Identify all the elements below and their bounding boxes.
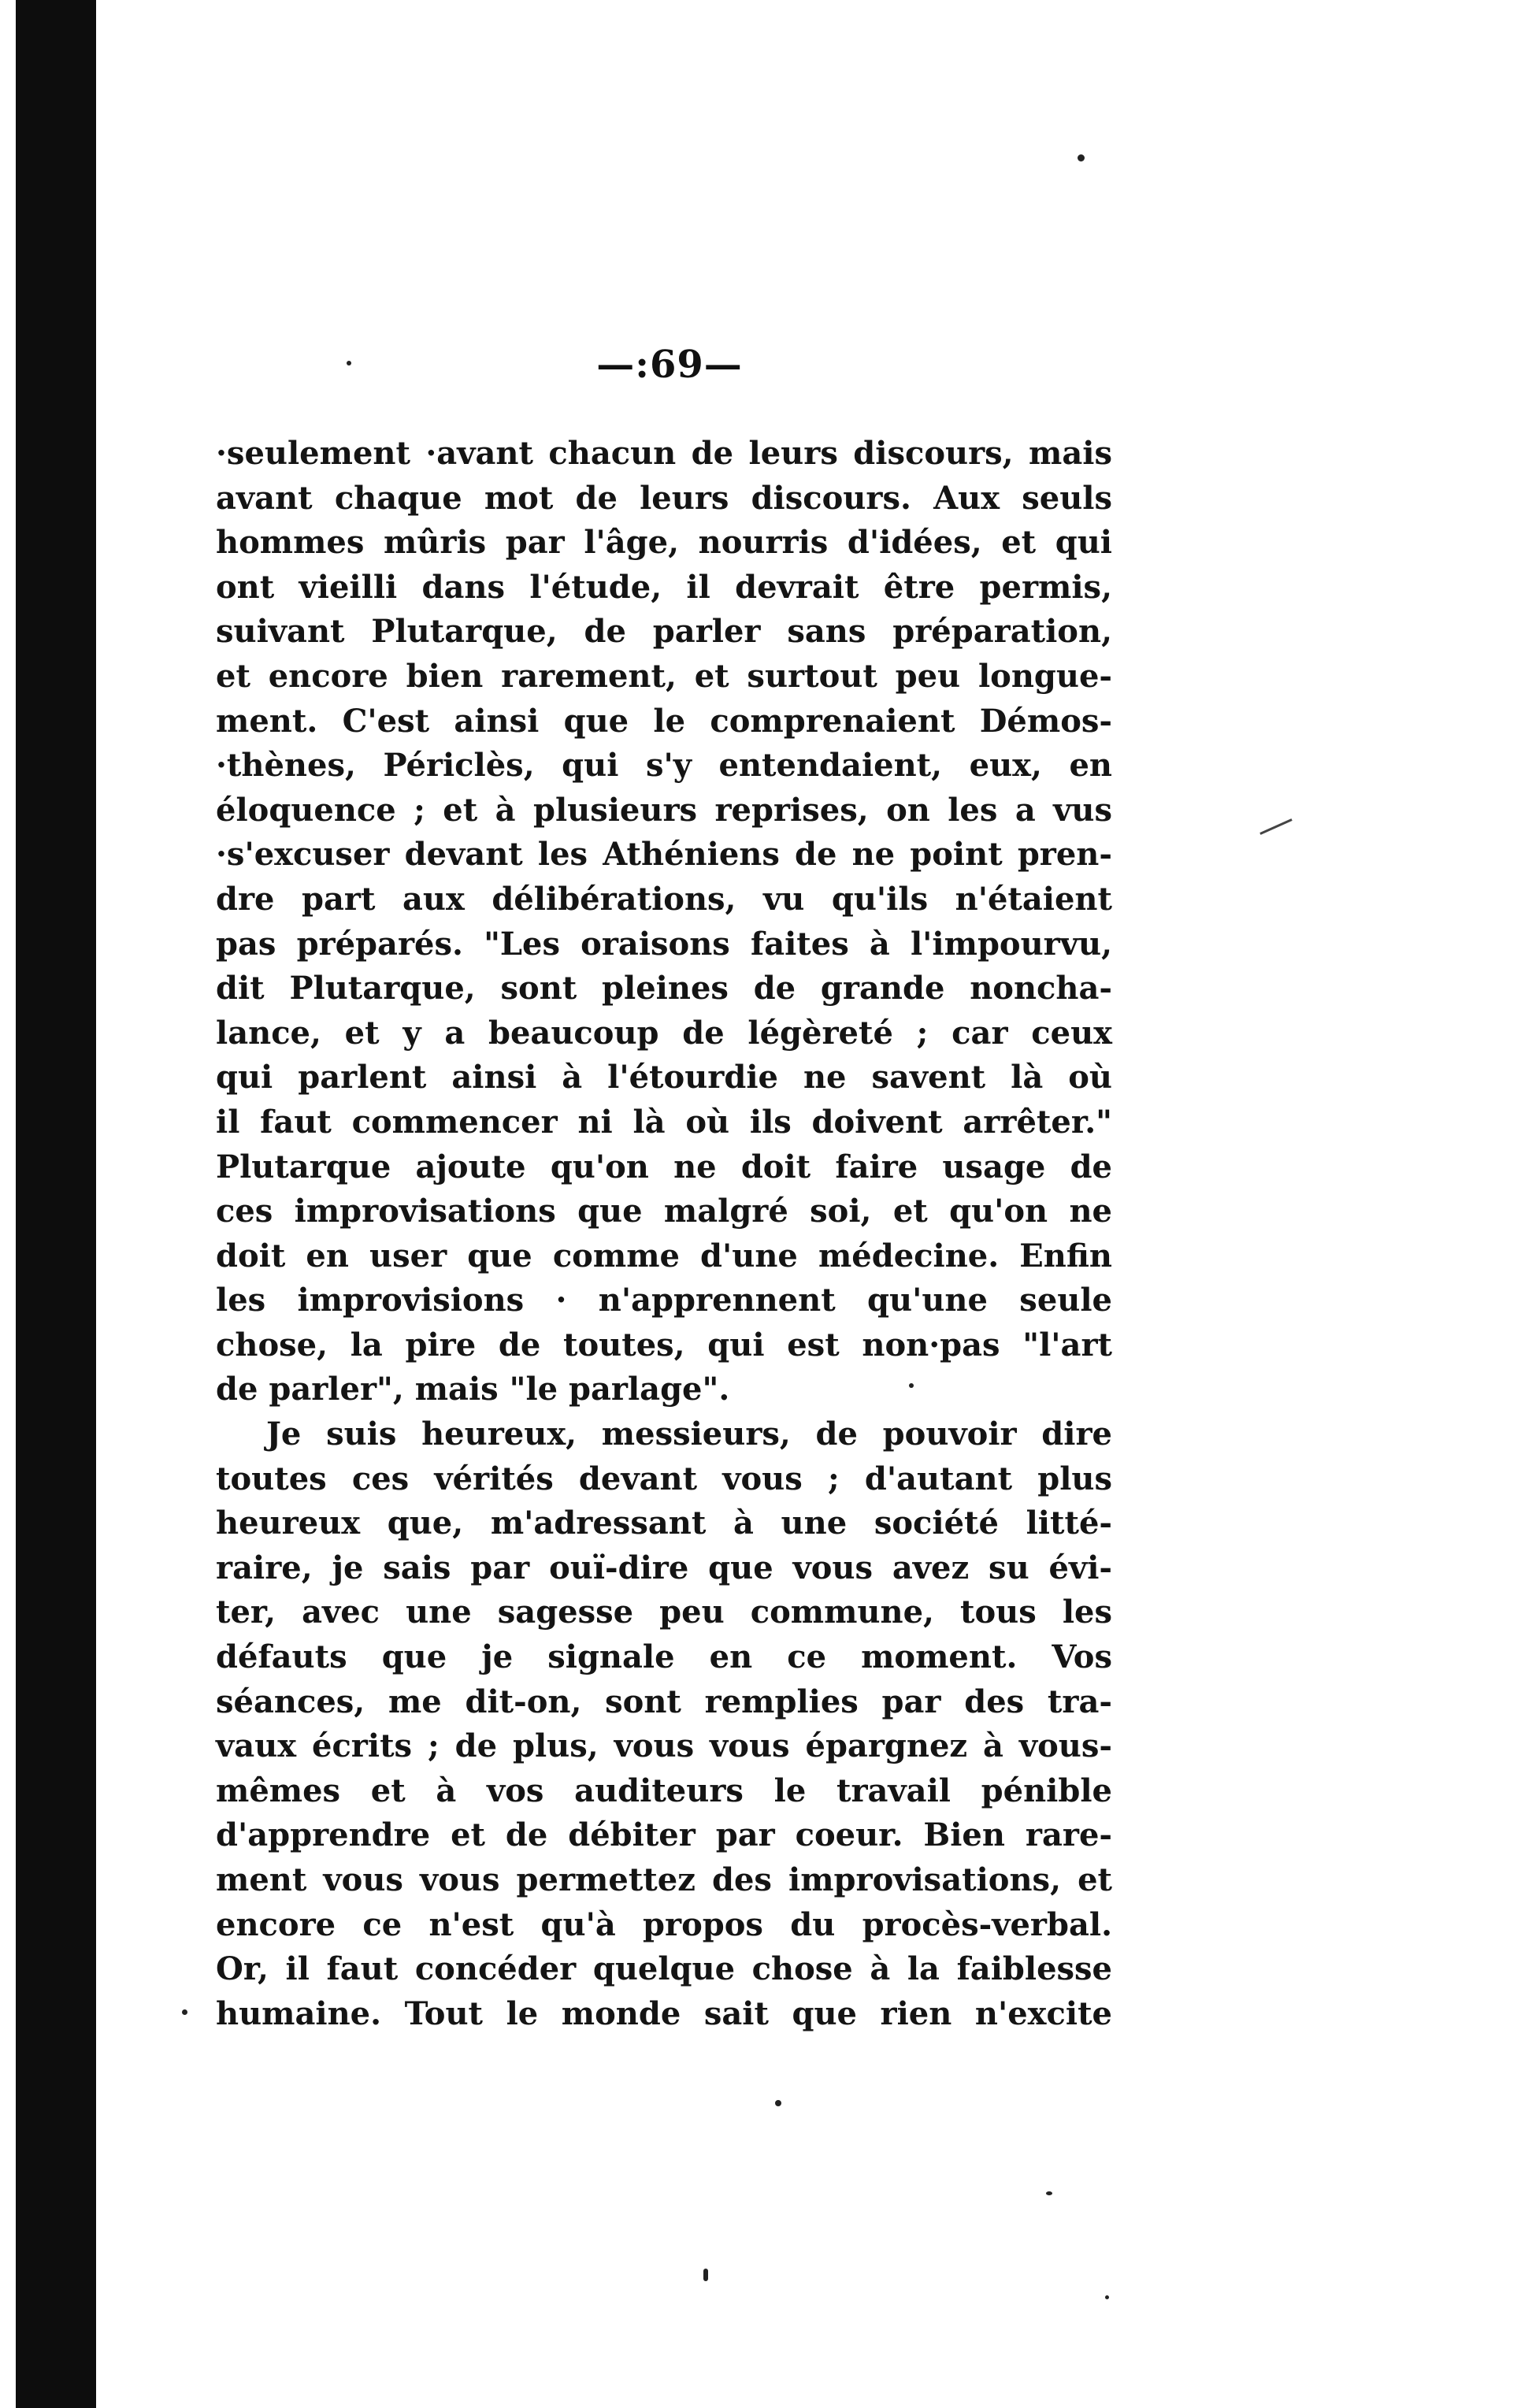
text-line: heureux que, m'adressant à une société litté- — [216, 1505, 1112, 1542]
text-line: de parler", mais "le parlage". — [216, 1371, 730, 1408]
ink-speck — [1078, 154, 1085, 161]
text-line: doit en user que comme d'une médecine. Enfin — [216, 1237, 1112, 1274]
text-line: qui parlent ainsi à l'étourdie ne savent là où — [216, 1059, 1112, 1096]
text-line: Je suis heureux, messieurs, de pouvoir dire — [266, 1415, 1112, 1453]
text-line: vaux écrits ; de plus, vous vous épargnez à vous- — [216, 1727, 1112, 1765]
text-line: d'apprendre et de débiter par coeur. Bien rare- — [216, 1816, 1112, 1854]
text-line: raire, je sais par ouï-dire que vous avez su évi- — [216, 1549, 1112, 1586]
margin-mark — [1259, 818, 1292, 835]
text-line: ter, avec une sagesse peu commune, tous les — [216, 1594, 1112, 1631]
binding-notch — [83, 469, 96, 474]
text-line: suivant Plutarque, de parler sans préparation, — [216, 613, 1112, 651]
text-line: ment vous vous permettez des improvisations, et — [216, 1861, 1112, 1898]
text-line: les improvisions · n'apprennent qu'une seule — [216, 1282, 1112, 1319]
binding-notch — [83, 1459, 96, 1464]
ink-speck — [347, 361, 351, 365]
body-text — [216, 432, 1112, 2036]
text-line: toutes ces vérités devant vous ; d'autant plus — [216, 1460, 1112, 1497]
binding-shadow — [16, 0, 96, 2408]
text-line: chose, la pire de toutes, qui est non·pas "l'art — [216, 1326, 1112, 1364]
text-line: encore ce n'est qu'à propos du procès-verbal. — [216, 1905, 1112, 1943]
text-line: mêmes et à vos auditeurs le travail pénible — [216, 1772, 1112, 1809]
ink-speck — [1046, 2191, 1052, 2195]
ink-speck — [1105, 2295, 1109, 2299]
text-line: défauts que je signale en ce moment. Vos — [216, 1638, 1112, 1676]
text-line: ·thènes, Périclès, qui s'y entendaient, eux, en — [216, 747, 1112, 785]
text-line: ment. C'est ainsi que le comprenaient Démos- — [216, 702, 1112, 740]
ink-speck — [775, 2100, 781, 2106]
paragraph-1 — [216, 432, 1112, 1412]
text-line: il faut commencer ni là où ils doivent arrêter." — [216, 1103, 1112, 1141]
text-line: hommes mûris par l'âge, nourris d'idées, et qui — [216, 524, 1112, 562]
text-line: dit Plutarque, sont pleines de grande noncha- — [216, 970, 1112, 1007]
text-line: Plutarque ajoute qu'on ne doit faire usage de — [216, 1148, 1112, 1185]
text-line: humaine. Tout le monde sait que rien n'excite — [216, 1994, 1112, 2032]
page-number: —:69— — [596, 343, 743, 387]
text-line: avant chaque mot de leurs discours. Aux seuls — [216, 479, 1112, 517]
text-line: dre part aux délibérations, vu qu'ils n'étaient — [216, 880, 1112, 918]
text-line: lance, et y a beaucoup de légèreté ; car ceux — [216, 1014, 1112, 1052]
text-line: séances, me dit-on, sont remplies par des tra- — [216, 1683, 1112, 1720]
text-line: pas préparés. "Les oraisons faites à l'impourvu, — [216, 925, 1112, 963]
paragraph-2 — [216, 1412, 1112, 2036]
binding-notch — [83, 1950, 96, 1955]
ink-speck — [703, 2269, 708, 2281]
text-line: ·s'excuser devant les Athéniens de ne point pren- — [216, 836, 1112, 874]
text-line: et encore bien rarement, et surtout peu longue- — [216, 657, 1112, 695]
text-line: éloquence ; et à plusieurs reprises, on les a vus — [216, 791, 1112, 829]
ink-speck — [182, 2009, 187, 2015]
text-line: ont vieilli dans l'étude, il devrait être permis, — [216, 568, 1112, 606]
text-line: ces improvisations que malgré soi, et qu'on ne — [216, 1193, 1112, 1230]
text-line: Or, il faut concéder quelque chose à la faiblesse — [216, 1950, 1112, 1988]
text-line: ·seulement ·avant chacun de leurs discours, mais — [216, 435, 1112, 472]
